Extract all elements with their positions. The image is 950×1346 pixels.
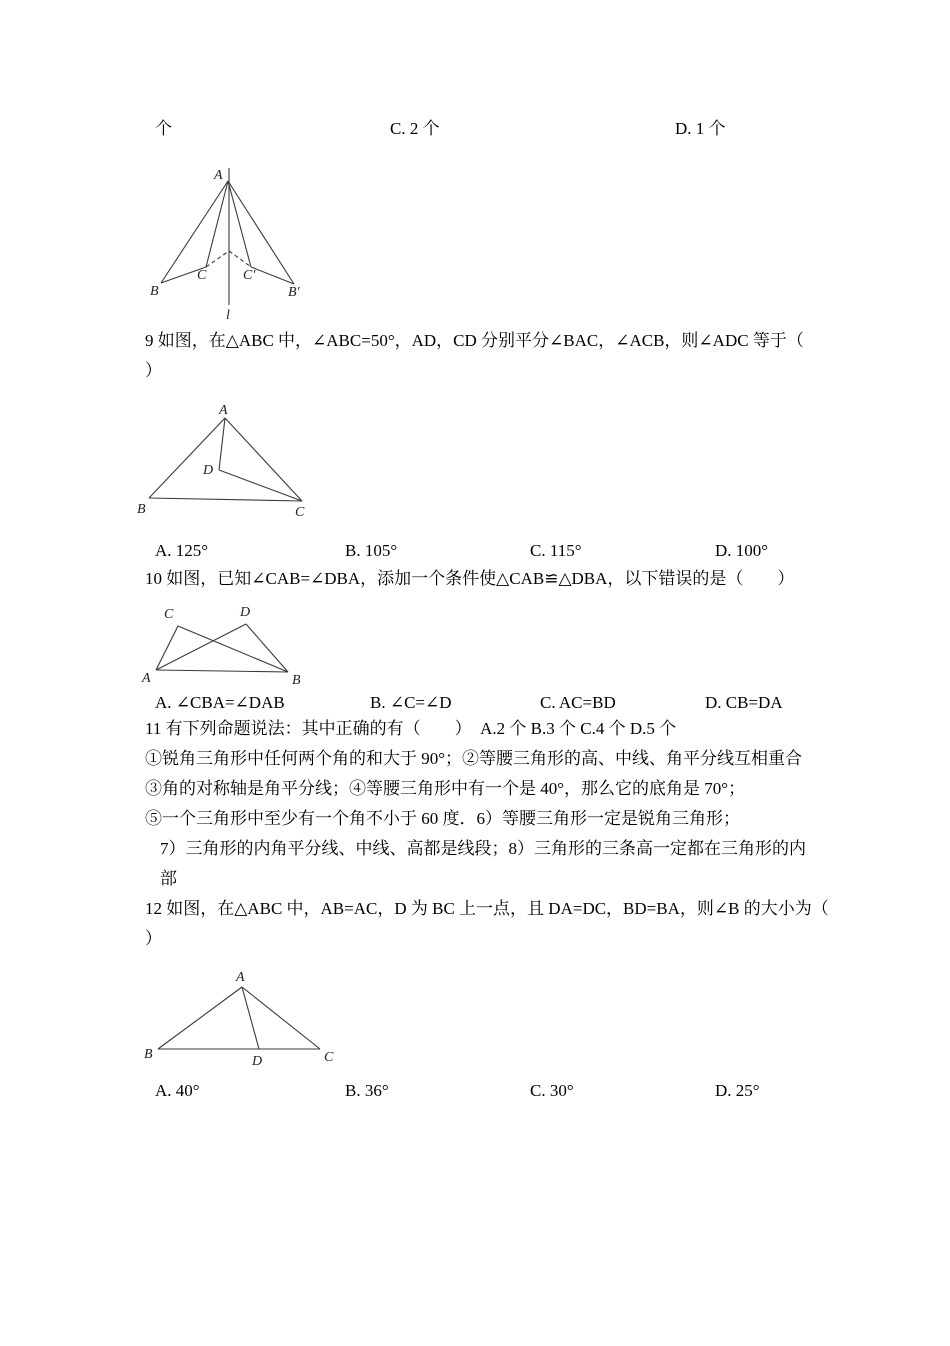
point-label-c-prime: C′ <box>243 268 256 283</box>
prev-question-option-c: C. 2 个 <box>390 119 440 138</box>
q10-figure-lines <box>156 624 288 672</box>
q10-option-b: B. ∠C=∠D <box>370 693 452 712</box>
q9-option-c: C. 115° <box>530 541 582 560</box>
axis-label-l: l <box>226 308 230 323</box>
q12-option-a: A. 40° <box>155 1081 200 1100</box>
point-label-a: A <box>236 970 245 985</box>
q12-figure <box>140 965 350 1074</box>
question-9-text: 9 如图，在△ABC 中，∠ABC=50°，AD，CD 分别平分∠BAC，∠ACB，则∠ADC 等于（ <box>145 331 804 350</box>
question-10-text: 10 如图，已知∠CAB=∠DBA，添加一个条件使△CAB≌△DBA，以下错误的是（ ） <box>145 569 795 588</box>
q10-option-c: C. AC=BD <box>540 693 616 712</box>
question-12-text: 12 如图，在△ABC 中，AB=AC，D 为 BC 上一点，且 DA=DC，BD=BA，则∠B 的大小为（ <box>145 899 829 918</box>
q10-figure <box>140 602 315 699</box>
question-11-line-5: 7）三角形的内角平分线、中线、高都是线段；8）三角形的三条高一定都在三角形的内 <box>160 839 806 858</box>
q9-figure <box>135 402 325 525</box>
point-label-a: A <box>142 671 151 686</box>
point-label-c: C <box>197 268 207 283</box>
q9-option-d: D. 100° <box>715 541 769 560</box>
point-label-b: B <box>150 284 159 299</box>
point-label-b-prime: B′ <box>288 285 300 300</box>
fold-figure-lines <box>161 168 294 305</box>
q12-option-c: C. 30° <box>530 1081 574 1100</box>
q12-option-b: B. 36° <box>345 1081 389 1100</box>
point-label-c: C <box>295 505 305 520</box>
point-label-d: D <box>252 1054 263 1069</box>
q9-figure-lines <box>149 418 302 501</box>
q10-option-a: A. ∠CBA=∠DAB <box>155 693 285 712</box>
point-label-b: B <box>292 673 301 688</box>
q9-option-b: B. 105° <box>345 541 398 560</box>
question-11-line-1: 11 有下列命题说法：其中正确的有（ ） A.2 个 B.3 个 C.4 个 D.5 个 <box>145 719 677 738</box>
question-11-line-6: 部 <box>160 869 177 888</box>
q12-figure-lines <box>158 987 320 1049</box>
point-label-a: A <box>214 168 223 183</box>
point-label-d: D <box>203 463 214 478</box>
point-label-b: B <box>144 1047 153 1062</box>
prev-question-overflow: 个 <box>155 119 172 138</box>
question-12-text-2: ） <box>145 929 162 948</box>
point-label-a: A <box>219 403 228 418</box>
question-11-line-4: ⑤一个三角形中至少有一个角不小于 60 度．6）等腰三角形一定是锐角三角形； <box>145 809 740 828</box>
question-9-text-2: ） <box>145 361 162 380</box>
question-11-line-2: ①锐角三角形中任何两个角的和大于 90°；②等腰三角形的高、中线、角平分线互相重合 <box>145 749 803 768</box>
point-label-c: C <box>164 607 174 622</box>
prev-question-option-d: D. 1 个 <box>675 119 726 138</box>
q9-option-a: A. 125° <box>155 541 209 560</box>
point-label-b: B <box>137 502 146 517</box>
fold-figure <box>140 165 320 330</box>
q12-option-d: D. 25° <box>715 1081 760 1100</box>
q10-option-d: D. CB=DA <box>705 693 783 712</box>
question-11-line-3: ③角的对称轴是角平分线；④等腰三角形中有一个是 40°，那么它的底角是 70°； <box>145 779 746 798</box>
point-label-d: D <box>240 605 251 620</box>
point-label-c: C <box>324 1050 334 1065</box>
